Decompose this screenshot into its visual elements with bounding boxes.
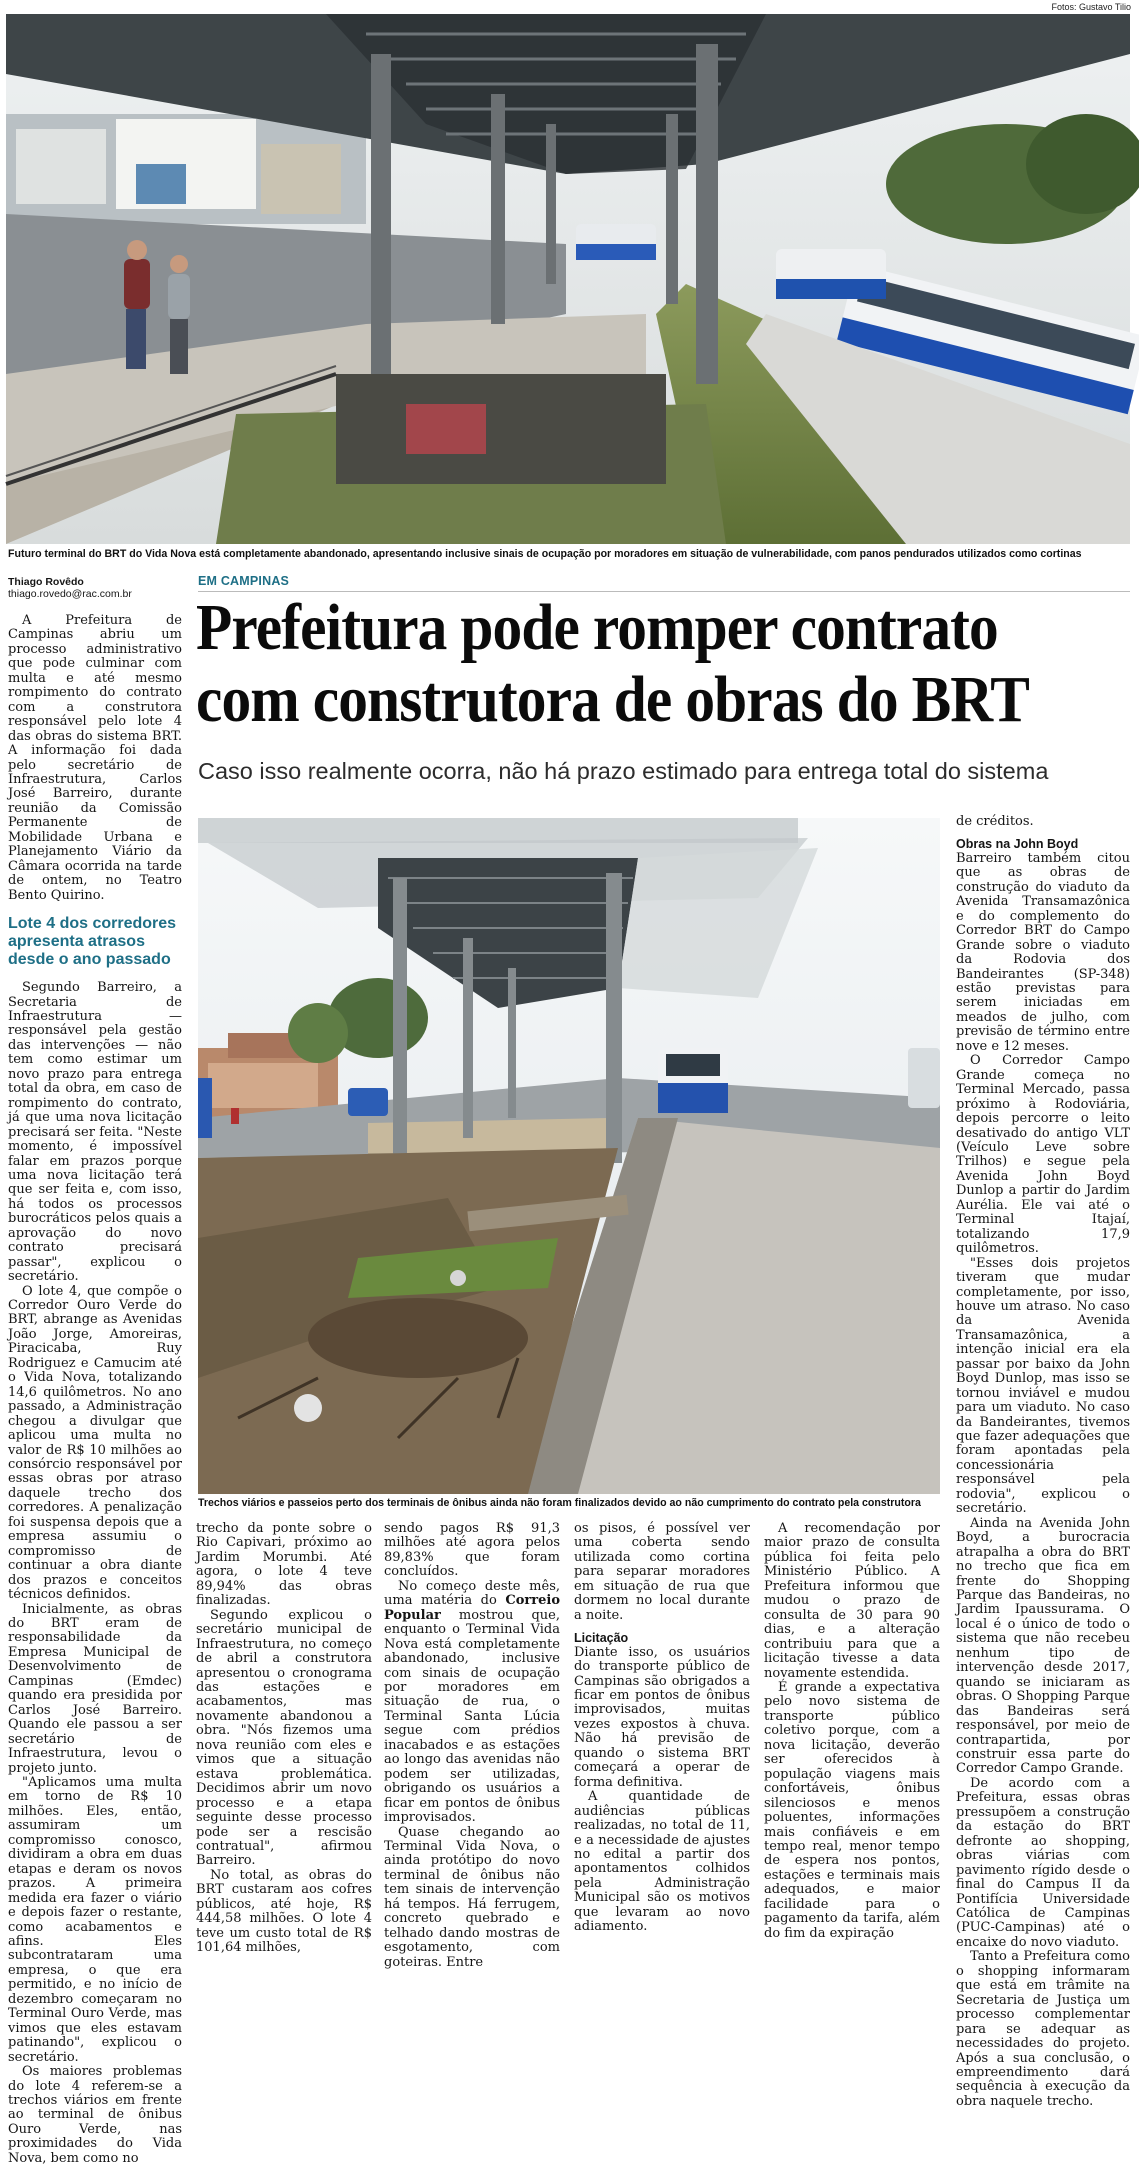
text-span: No começo deste mês, uma matéria do bbox=[384, 1578, 560, 1609]
paragraph: Quase chegando ao Terminal Vida Nova, o ainda protótipo do novo terminal de ônibus não tem sinais de intervenção há tempos. Há ferrugem, concreto quebrado e telhado dando mostras de esgotamento, com goteiras. Entre bbox=[384, 1824, 560, 1970]
paragraph: O Corredor Campo Grande começa no Terminal Mercado, passa próximo à Rodoviária, depois percorre o leito desativado do antigo VLT (Veículo Leve sobre Trilhos) e segue pela Avenida John Boyd Dunlop a partir do Jardim Aurélia. Ele vai até o Terminal Itajaí, totalizando 17,9 quilômetros. bbox=[956, 1053, 1130, 1257]
top-photo bbox=[6, 14, 1130, 544]
middle-photo bbox=[198, 818, 940, 1494]
paragraph: Segundo explicou o secretário municipal de Infraestrutura, no começo de abril a construtora apresentou o cronograma das estações e acabamentos, mas novamente abandonou a obra. "Nós fizemos uma nova reunião com eles e vimos que a situação estava problemática. Decidimos abrir um novo processo e a etapa seguinte desse processo pode ser a rescisão contratual", afirmou Barreiro. bbox=[196, 1607, 372, 1869]
subheadline: Caso isso realmente ocorra, não há prazo estimado para entrega total do sistema bbox=[198, 758, 1049, 784]
middle-photo-caption: Trechos viários e passeios perto dos terminais de ônibus ainda não foram finalizados devido ao não cumprimento do contrato pela construtora bbox=[198, 1497, 921, 1509]
subheading: Licitação bbox=[574, 1631, 629, 1646]
paragraph: No total, as obras do BRT custaram aos cofres públicos, até hoje, R$ 444,58 milhões. O lote 4 teve um custo total de R$ 101,64 milhões, bbox=[196, 1867, 372, 1956]
paragraph: sendo pagos R$ 91,3 milhões até agora pelos 89,83% que foram concluídos. bbox=[384, 1521, 560, 1580]
byline bbox=[8, 576, 132, 600]
paragraph: Segundo Barreiro, a Secretaria de Infraestrutura — responsável pela gestão das intervenções — não tem como estimar um novo prazo para entrega total da obra, em caso de rompimento do contrato, já que uma nova licitação precisará ser feita. "Neste momento, é impossível falar em prazos porque uma nova licitação terá que ser feita e, com isso, há todos os processos burocráticos pelos quais a aprovação do novo contrato precisará passar", explicou o secretário. bbox=[8, 980, 182, 1285]
headline-line-1: Prefeitura pode romper contrato bbox=[196, 591, 998, 664]
paragraph: os pisos, é possível ver uma coberta sendo utilizada como cortina para separar moradores em situação de rua que dormem no local durante a noite. bbox=[574, 1521, 750, 1623]
paragraph: Diante isso, os usuários do transporte público de Campinas são obrigados a ficar em pontos de ônibus improvisados, muitas vezes expostos à chuva. Não há previsão de quando o sistema BRT começará a operar de forma definitiva. bbox=[574, 1644, 750, 1790]
article-column-left bbox=[8, 613, 182, 2166]
article-column-b3 bbox=[574, 1521, 750, 1935]
newspaper-name: Correio Popular bbox=[384, 1593, 560, 1623]
paragraph: O lote 4, que compõe o Corredor Ouro Verde do BRT, abrange as Avenidas João Jorge, Amoreiras, Piracicaba, Ruy Rodriguez e Camucim até o Vida Nova, totalizando 14,6 quilômetros. No ano passado, a Administração chegou a divulgar que aplicou uma multa no valor de R$ 10 milhões ao consórcio responsável por essas obras por atraso daquele trecho dos corredores. A penalização foi suspensa depois que a empresa assumiu o compromisso de continuar a obra diante dos prazos e conceitos técnicos definidos. bbox=[8, 1283, 182, 1603]
paragraph: de créditos. bbox=[956, 814, 1034, 829]
author-name: Thiago Rovêdo bbox=[8, 576, 84, 588]
section-heading: Lote 4 dos corredores apresenta atrasos desde o ano passado bbox=[8, 915, 177, 969]
photo-credit: Fotos: Gustavo Tilio bbox=[1051, 2, 1131, 12]
paragraph: Tanto a Prefeitura como o shopping informaram que está em trâmite na Secretaria de Justiça um processo complementar para se adequar as necessidades do projeto. Após a sua conclusão, o empreendimento dará sequência à execução da obra naquele trecho. bbox=[956, 1949, 1130, 2109]
paragraph: Inicialmente, as obras do BRT eram de responsabilidade da Empresa Municipal de Desenvolvimento de Campinas (Emdec) quando era presidida por Carlos José Barreiro. Quando ele passou a ser secretário de Infraestrutura, levou o projeto junto. bbox=[8, 1601, 182, 1776]
article-column-b2 bbox=[384, 1521, 560, 1970]
article-column-b4 bbox=[764, 1521, 940, 1941]
top-photo-caption: Futuro terminal do BRT do Vida Nova está completamente abandonado, apresentando inclusive sinais de ocupação por moradores em situação de vulnerabilidade, com panos pendurados utilizados como cortinas bbox=[8, 548, 1082, 560]
paragraph: Os maiores problemas do lote 4 referem-se a trechos viários em frente ao terminal de ônibus Ouro Verde, nas proximidades do Vida Nova, bem como no bbox=[8, 2064, 182, 2166]
unfinished-station-image bbox=[198, 818, 940, 1494]
headline bbox=[196, 592, 1042, 736]
paragraph: "Esses dois projetos tiveram que mudar completamente, por isso, houve um atraso. No caso da Avenida Transamazônica, a intenção inicial era ela passar por baixo da John Boyd Dunlop, mas isso se tornou inviável e mudou para um viaduto. No caso da Bandeirantes, tivemos que fazer adequações que foram apontadas pela concessionária responsável pela rodovia", explicou o secretário. bbox=[956, 1255, 1130, 1517]
paragraph: A quantidade de audiências públicas realizadas, no total de 11, e a necessidade de ajustes no edital a partir dos apontamentos colhidos pela Administração Municipal são os motivos que levaram ao novo adiamento. bbox=[574, 1789, 750, 1935]
article-column-b1 bbox=[196, 1521, 372, 1956]
paragraph: A Prefeitura de Campinas abriu um processo administrativo que pode culminar com multa e até mesmo rompimento do contrato com a construtora responsável pelo lote 4 das obras do sistema BRT. A informação foi dada pelo secretário de Infraestrutura, Carlos José Barreiro, durante reunião da Comissão Permanente de Mobilidade Urbana e Planejamento Viário da Câmara ocorrida na tarde de ontem, no Teatro Bento Quirino. bbox=[8, 613, 182, 903]
paragraph: "Aplicamos uma multa em torno de R$ 10 milhões. Eles, então, assumiram um compromisso conosco, dividiram a obra em duas etapas e deram os novos prazos. A primeira medida era fazer o viário e depois fazer o restante, como acabamentos e afins. Eles subcontrataram uma empresa, o que era permitido, e no início de dezembro começaram no Terminal Ouro Verde, mas vimos que eles estavam patinando", explicou o secretário. bbox=[8, 1774, 182, 2065]
paragraph: De acordo com a Prefeitura, essas obras pressupõem a construção da estação do BRT defronte ao shopping, obras viárias com pavimento rígido desde o final do Campus II da Pontifícia Universidade Católica de Campinas (PUC-Campinas) até o encaixe do novo viaduto. bbox=[956, 1775, 1130, 1950]
paragraph: É grande a expectativa pelo novo sistema de transporte público coletivo porque, com a nova licitação, deverão ser oferecidos à população viagens mais confortáveis, ônibus silenciosos e menos poluentes, informações mais confiáveis e em tempo real, menor tempo de espera nos pontos, estações e terminais mais adequados, e maior facilidade para o pagamento da tarifa, além do fim da expiração bbox=[764, 1679, 940, 1941]
paragraph: A recomendação por maior prazo de consulta pública foi feita pelo Ministério Público. A Prefeitura informou que mudou o prazo de consulta de 30 para 90 dias, e a alteração contribuiu para que a licitação tivesse a data novamente estendida. bbox=[764, 1521, 940, 1681]
headline-line-2: com construtora de obras do BRT bbox=[196, 663, 1029, 736]
paragraph: trecho da ponte sobre o Rio Capivari, próximo ao Jardim Morumbi. Até agora, o lote 4 teve 89,94% das obras finalizadas. bbox=[196, 1521, 372, 1609]
abandoned-terminal-image bbox=[6, 14, 1130, 544]
article-column-right bbox=[956, 814, 1130, 2109]
paragraph: Ainda na Avenida John Boyd, a burocracia atrapalha a obra do BRT no trecho que fica em frente do Shopping Parque das Bandeiras, no Jardim Ipaussurama. O local é o único de todo o sistema que não recebeu nenhum tipo de intervenção desde 2017, quando se iniciaram as obras. O Shopping Parque das Bandeiras será responsável, por meio de contrapartida, por construir essa parte do Corredor Campo Grande. bbox=[956, 1515, 1130, 1777]
text-span: mostrou que, enquanto o Terminal Vida Nova está completamente abandonado, inclusive com sinais de ocupação por moradores em situação de rua, o Terminal Santa Lúcia segue com prédios inacabados e as estações ao longo das avenidas não podem ser utilizadas, obrigando os usuários a ficar em pontos de ônibus improvisados. bbox=[384, 1607, 560, 1826]
paragraph: Barreiro também citou que as obras de construção do viaduto da Avenida Transamazônica e do complemento do Corredor BRT do Campo Grande sobre o viaduto da Rodovia dos Bandeirantes (SP-348) estão previstas para serem iniciadas em meados de julho, com previsão de término entre nove e 12 meses. bbox=[956, 850, 1130, 1054]
author-email[interactable]: thiago.rovedo@rac.com.br bbox=[8, 588, 132, 600]
subheading: Obras na John Boyd bbox=[956, 837, 1079, 852]
section-kicker: EM CAMPINAS bbox=[198, 574, 290, 588]
paragraph bbox=[384, 1580, 560, 1826]
